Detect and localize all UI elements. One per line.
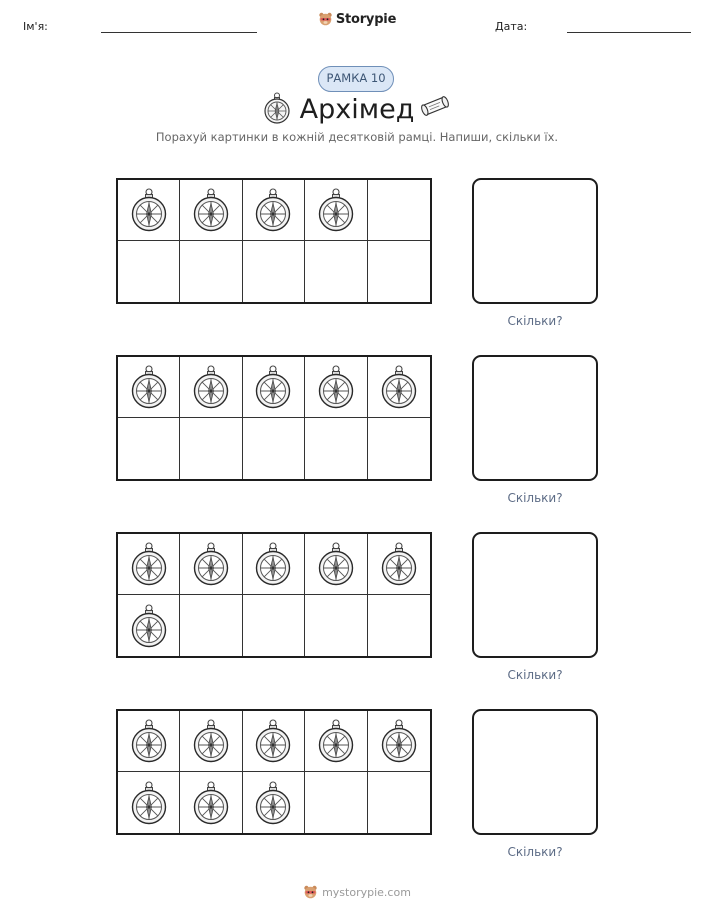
ten-frame-cell (305, 180, 367, 241)
compass-icon (253, 188, 293, 232)
compass-icon (316, 188, 356, 232)
brand-name: Storypie (335, 11, 397, 27)
compass-icon (253, 781, 293, 825)
compass-icon (253, 365, 293, 409)
answer-box[interactable] (472, 709, 598, 835)
storypie-bear-icon (303, 884, 318, 900)
instructions: Порахуй картинки в кожній десятковій рамці. Напиши, скільки їх. (155, 130, 559, 144)
ten-frame-cell (243, 534, 305, 595)
ten-frame (116, 709, 432, 835)
ten-frame-cell (368, 180, 430, 241)
ten-frame-cell (305, 772, 367, 833)
ten-frame-cell (368, 241, 430, 302)
how-many-label: Скільки? (507, 491, 563, 505)
compass-icon (379, 719, 419, 763)
ten-frame (116, 178, 432, 304)
ten-frame-cell (118, 534, 180, 595)
how-many-label: Скільки? (507, 668, 563, 682)
ten-frame-cell (305, 418, 367, 479)
compass-icon (129, 604, 169, 648)
ten-frame-cell (368, 418, 430, 479)
ten-frame-cell (243, 357, 305, 418)
compass-icon (129, 781, 169, 825)
compass-icon (129, 188, 169, 232)
ten-frame-cell (118, 772, 180, 833)
ten-frame-cell (118, 357, 180, 418)
name-label: Ім'я: (23, 20, 48, 33)
date-label: Дата: (495, 20, 528, 33)
compass-icon (191, 719, 231, 763)
brand-logo (0, 11, 714, 31)
ten-frame (116, 355, 432, 481)
compass-icon (379, 542, 419, 586)
compass-icon (316, 542, 356, 586)
ten-frame-cell (243, 595, 305, 656)
date-write-line[interactable] (567, 32, 691, 33)
compass-icon (191, 781, 231, 825)
ten-frame-cell (180, 418, 242, 479)
ten-frame-cell (118, 418, 180, 479)
compass-icon (191, 365, 231, 409)
ten-frame-cell (305, 534, 367, 595)
storypie-bear-icon (318, 11, 333, 27)
ten-frame-cell (118, 595, 180, 656)
name-write-line[interactable] (101, 32, 257, 33)
compass-icon (129, 365, 169, 409)
ten-frame-cell (368, 711, 430, 772)
compass-icon (129, 719, 169, 763)
ten-frame-cell (118, 241, 180, 302)
compass-icon (129, 542, 169, 586)
ten-frame-cell (368, 772, 430, 833)
ten-frame-cell (243, 711, 305, 772)
compass-icon (253, 719, 293, 763)
how-many-label: Скільки? (507, 314, 563, 328)
ten-frame-cell (118, 180, 180, 241)
ten-frame-cell (305, 595, 367, 656)
answer-box[interactable] (472, 532, 598, 658)
ten-frame-cell (180, 180, 242, 241)
compass-icon (253, 542, 293, 586)
footer (0, 884, 714, 904)
footer-url: mystorypie.com (322, 885, 411, 899)
ten-frame-cell (243, 180, 305, 241)
ten-frame-cell (180, 357, 242, 418)
answer-box[interactable] (472, 355, 598, 481)
answer-box[interactable] (472, 178, 598, 304)
ten-frame-cell (243, 418, 305, 479)
compass-icon (316, 365, 356, 409)
ten-frame-cell (305, 357, 367, 418)
ten-frame-cell (368, 595, 430, 656)
ten-frame-cell (180, 595, 242, 656)
ten-frame-cell (180, 772, 242, 833)
ten-frame-cell (243, 772, 305, 833)
ten-frame-cell (305, 241, 367, 302)
ten-frame (116, 532, 432, 658)
ten-frame-cell (180, 711, 242, 772)
frame-badge: РАМКА 10 (318, 66, 394, 92)
ten-frame-cell (305, 711, 367, 772)
ten-frame-cell (180, 534, 242, 595)
compass-icon (379, 365, 419, 409)
scroll-icon (419, 94, 451, 118)
how-many-label: Скільки? (507, 845, 563, 859)
ten-frame-cell (368, 357, 430, 418)
compass-icon (191, 542, 231, 586)
ten-frame-cell (243, 241, 305, 302)
ten-frame-cell (180, 241, 242, 302)
ten-frame-cell (368, 534, 430, 595)
compass-icon (191, 188, 231, 232)
compass-icon (316, 719, 356, 763)
page-title: Архімед (299, 94, 415, 125)
ten-frame-cell (118, 711, 180, 772)
